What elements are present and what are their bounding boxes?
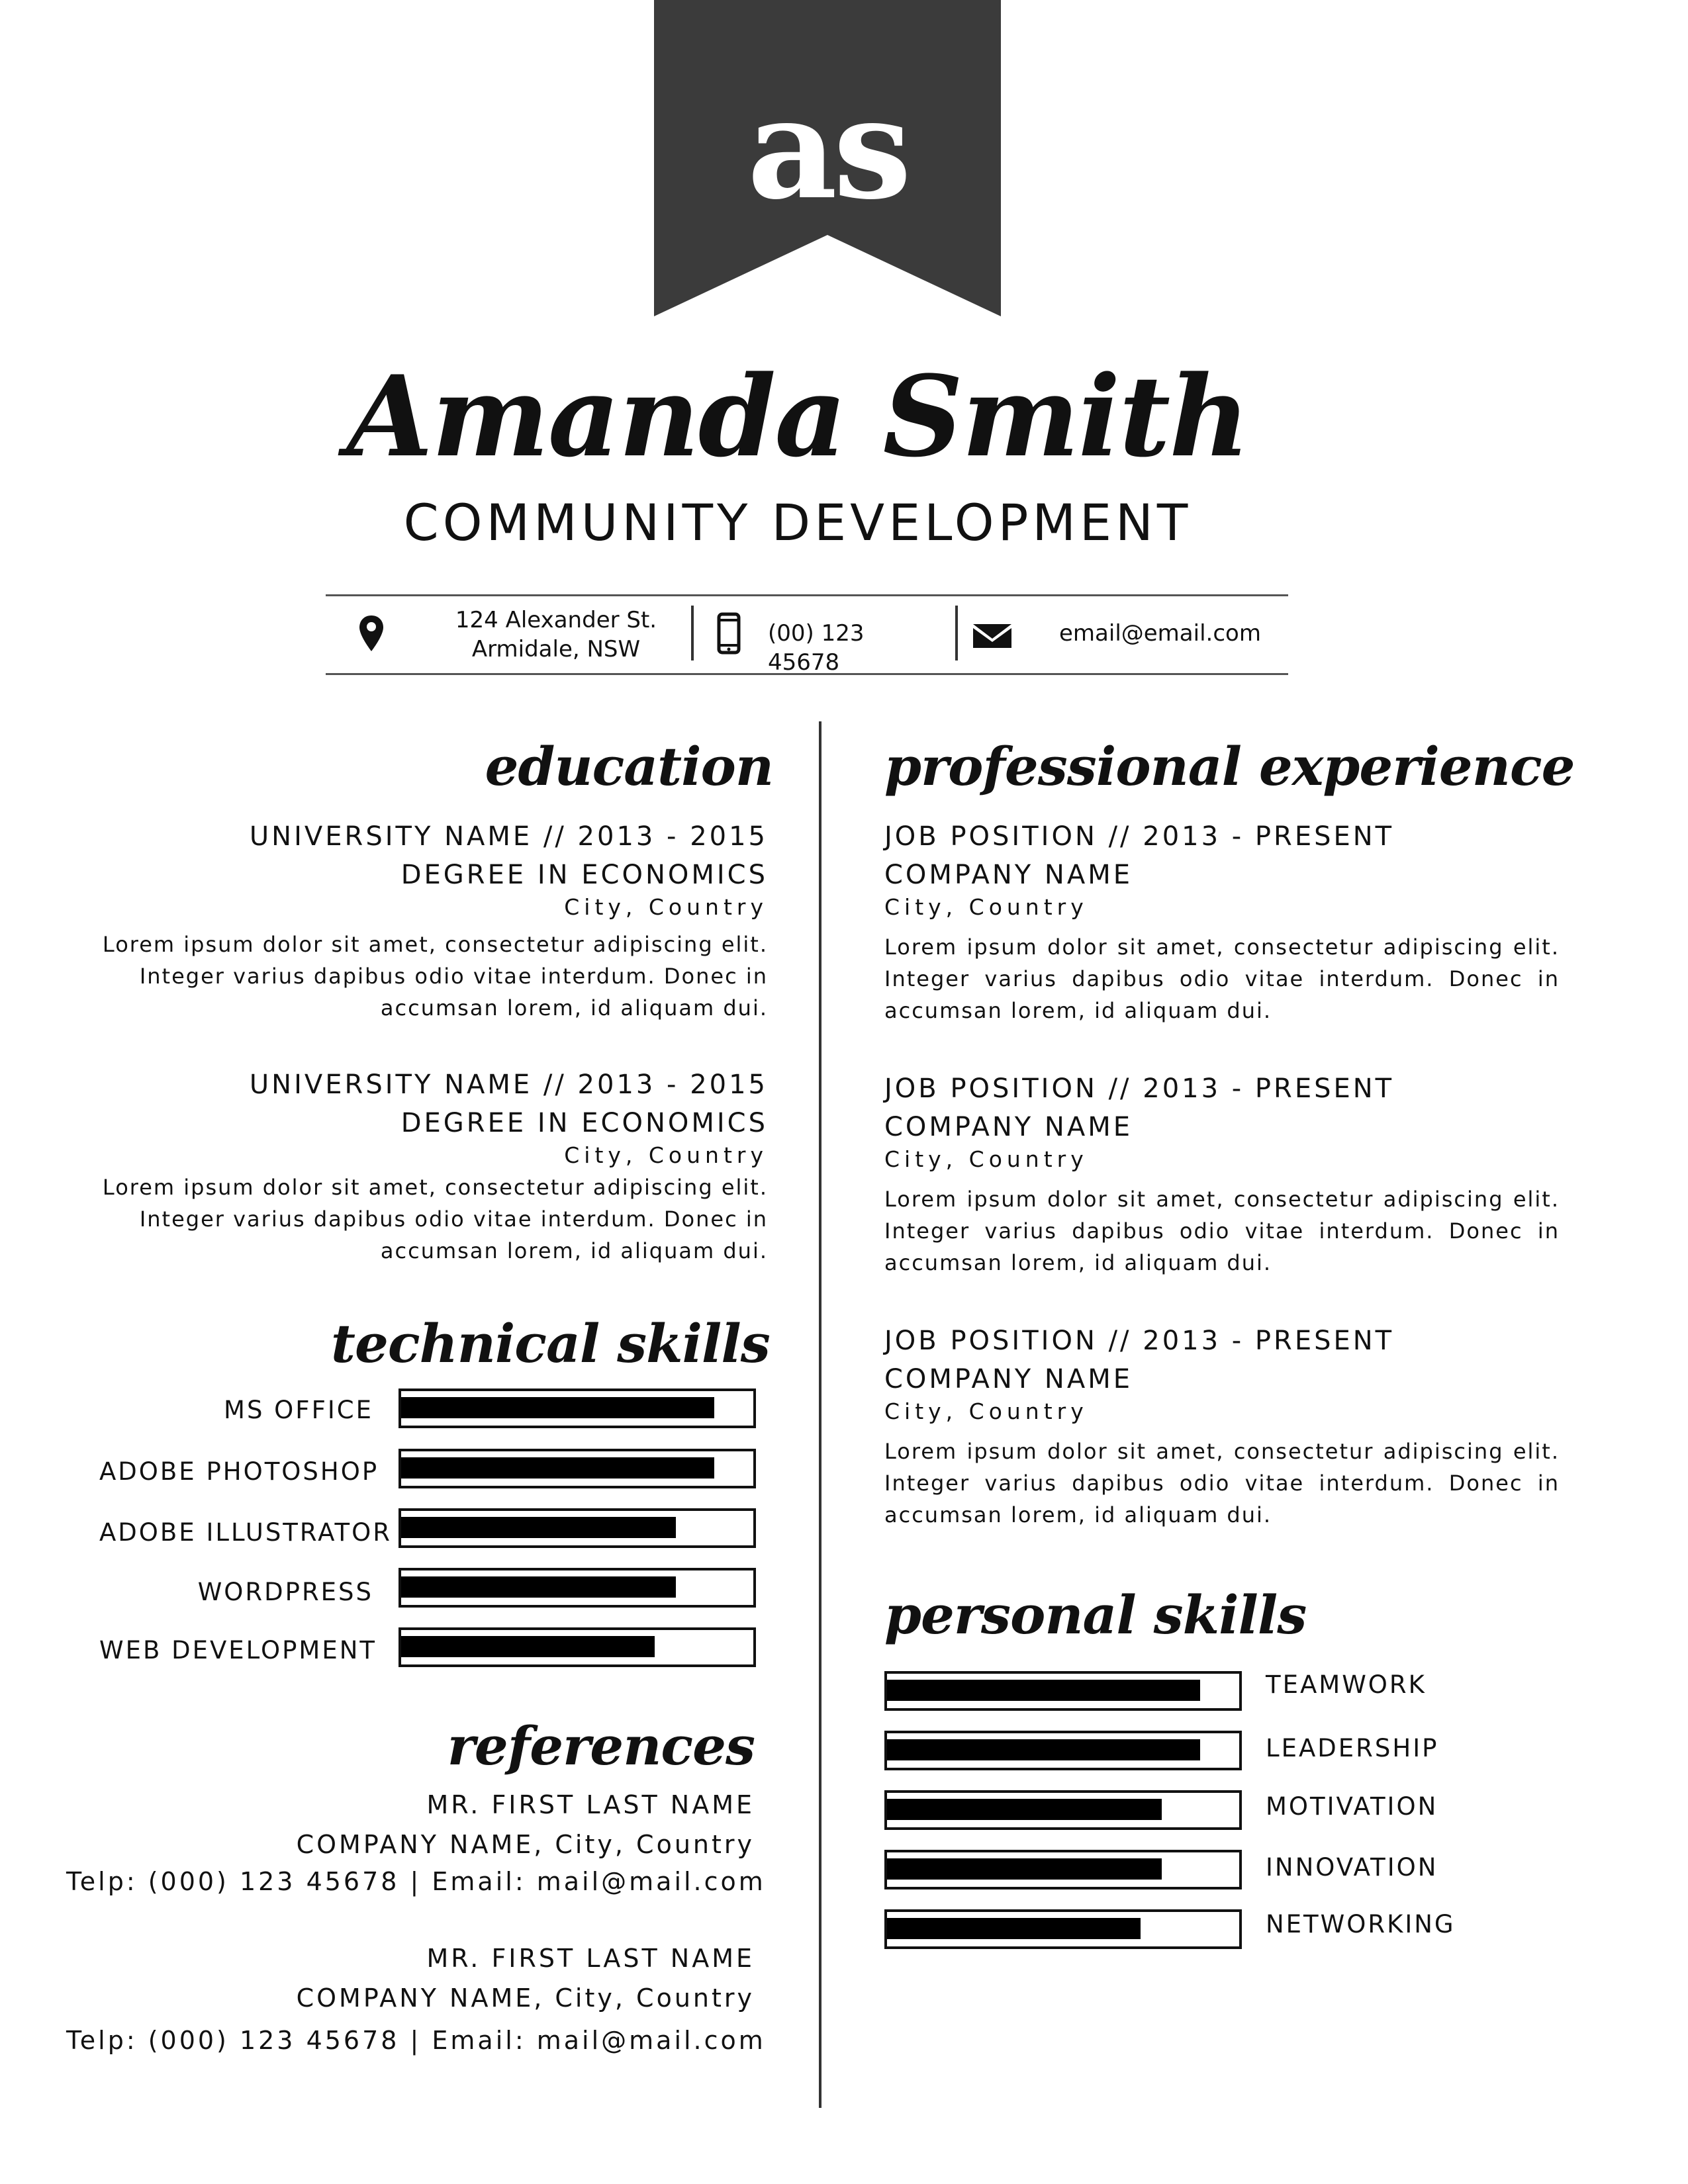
monogram-initials: as (747, 67, 908, 230)
skill-bar-fill (887, 1858, 1162, 1880)
skill-bar-fill (401, 1457, 714, 1479)
skill-bar-fill (401, 1517, 676, 1538)
experience-entry (884, 817, 1560, 1026)
experience-entry (884, 1069, 1560, 1279)
experience-location: City, Country (884, 1146, 1088, 1172)
address-line-2: Armidale, NSW (471, 635, 641, 662)
phone-icon (717, 612, 741, 655)
contact-divider (955, 606, 958, 660)
skill-bar-fill (887, 1799, 1162, 1820)
education-description: Lorem ipsum dolor sit amet, consectetur adipiscing elit. Integer varius dapibus odio vitae interdum. Donec in accumsan lorem, id aliquam dui. (102, 1175, 768, 1263)
skill-bar (884, 1850, 1242, 1889)
experience-location: City, Country (884, 1398, 1088, 1424)
job-title: COMMUNITY DEVELOPMENT (403, 493, 1192, 552)
skill-bar (399, 1508, 756, 1548)
column-divider (819, 721, 821, 2108)
reference-company: COMPANY NAME, City, Country (296, 1983, 755, 2013)
experience-title: JOB POSITION // 2013 - PRESENT (884, 821, 1395, 852)
skill-bar (884, 1671, 1242, 1711)
skill-label: LEADERSHIP (1266, 1734, 1439, 1762)
contact-email: email@email.com (1059, 620, 1261, 647)
skill-label: ADOBE ILLUSTRATOR (99, 1518, 392, 1547)
map-pin-icon (358, 614, 385, 654)
experience-location: City, Country (884, 894, 1088, 920)
education-title: UNIVERSITY NAME // 2013 - 2015 (249, 1069, 768, 1100)
skill-bar (399, 1449, 756, 1488)
address-line-1: 124 Alexander St. (455, 607, 657, 633)
skill-label: WEB DEVELOPMENT (99, 1636, 377, 1664)
education-heading: education (485, 735, 773, 797)
skill-bar (884, 1909, 1242, 1949)
experience-title: JOB POSITION // 2013 - PRESENT (884, 1326, 1395, 1356)
contact-divider (691, 606, 694, 660)
experience-company: COMPANY NAME (884, 860, 1133, 890)
personal-skills-heading: personal skills (884, 1584, 1307, 1646)
experience-description: Lorem ipsum dolor sit amet, consectetur adipiscing elit. Integer varius dapibus odio vitae interdum. Donec in accumsan lorem, id aliquam dui. (884, 934, 1560, 1023)
skill-label: NETWORKING (1266, 1910, 1456, 1938)
experience-entry (884, 1322, 1560, 1531)
education-entry (99, 817, 768, 1024)
reference-name: MR. FIRST LAST NAME (426, 1944, 755, 1973)
skill-bar-fill (401, 1397, 714, 1418)
skill-label: ADOBE PHOTOSHOP (99, 1457, 379, 1486)
references-heading: references (447, 1715, 755, 1777)
skill-bar-fill (401, 1636, 655, 1657)
skill-bar (399, 1568, 756, 1608)
education-title: UNIVERSITY NAME // 2013 - 2015 (249, 821, 768, 852)
contact-top-rule (326, 594, 1288, 596)
reference-entry (66, 1944, 766, 2055)
technical-skills-heading: technical skills (331, 1312, 770, 1375)
skill-bar (399, 1388, 756, 1428)
skill-bar-fill (887, 1739, 1200, 1760)
skill-bar (399, 1627, 756, 1667)
education-entry (99, 1066, 768, 1267)
reference-contact: Telp: (000) 123 45678 | Email: mail@mail.com (66, 2026, 766, 2055)
skill-label: MS OFFICE (224, 1396, 373, 1424)
education-location: City, Country (564, 894, 768, 920)
education-description: Lorem ipsum dolor sit amet, consectetur adipiscing elit. Integer varius dapibus odio vitae interdum. Donec in accumsan lorem, id aliquam dui. (102, 932, 768, 1021)
reference-entry (66, 1790, 766, 1896)
skill-label: TEAMWORK (1266, 1670, 1427, 1699)
reference-name: MR. FIRST LAST NAME (426, 1790, 755, 1819)
experience-title: JOB POSITION // 2013 - PRESENT (884, 1073, 1395, 1104)
education-degree: DEGREE IN ECONOMICS (400, 860, 768, 890)
skill-bar (884, 1790, 1242, 1830)
skill-bar (884, 1731, 1242, 1770)
experience-company: COMPANY NAME (884, 1364, 1133, 1394)
skill-bar-fill (401, 1576, 676, 1598)
experience-heading: professional experience (884, 735, 1575, 797)
experience-description: Lorem ipsum dolor sit amet, consectetur adipiscing elit. Integer varius dapibus odio vitae interdum. Donec in accumsan lorem, id aliquam dui. (884, 1187, 1560, 1275)
experience-description: Lorem ipsum dolor sit amet, consectetur adipiscing elit. Integer varius dapibus odio vitae interdum. Donec in accumsan lorem, id aliquam dui. (884, 1439, 1560, 1527)
skill-bar-fill (887, 1680, 1200, 1701)
skill-bar-fill (887, 1918, 1141, 1939)
skill-label: WORDPRESS (197, 1578, 373, 1606)
education-degree: DEGREE IN ECONOMICS (400, 1108, 768, 1138)
skill-label: INNOVATION (1266, 1853, 1438, 1882)
experience-company: COMPANY NAME (884, 1112, 1133, 1142)
reference-contact: Telp: (000) 123 45678 | Email: mail@mail.com (66, 1867, 766, 1896)
skill-label: MOTIVATION (1266, 1792, 1438, 1821)
envelope-icon (973, 624, 1011, 648)
reference-company: COMPANY NAME, City, Country (296, 1830, 755, 1859)
contact-phone: (00) 123 45678 (768, 620, 865, 676)
contact-address (424, 606, 688, 664)
candidate-name: Amanda Smith (346, 351, 1249, 482)
education-location: City, Country (564, 1142, 768, 1168)
